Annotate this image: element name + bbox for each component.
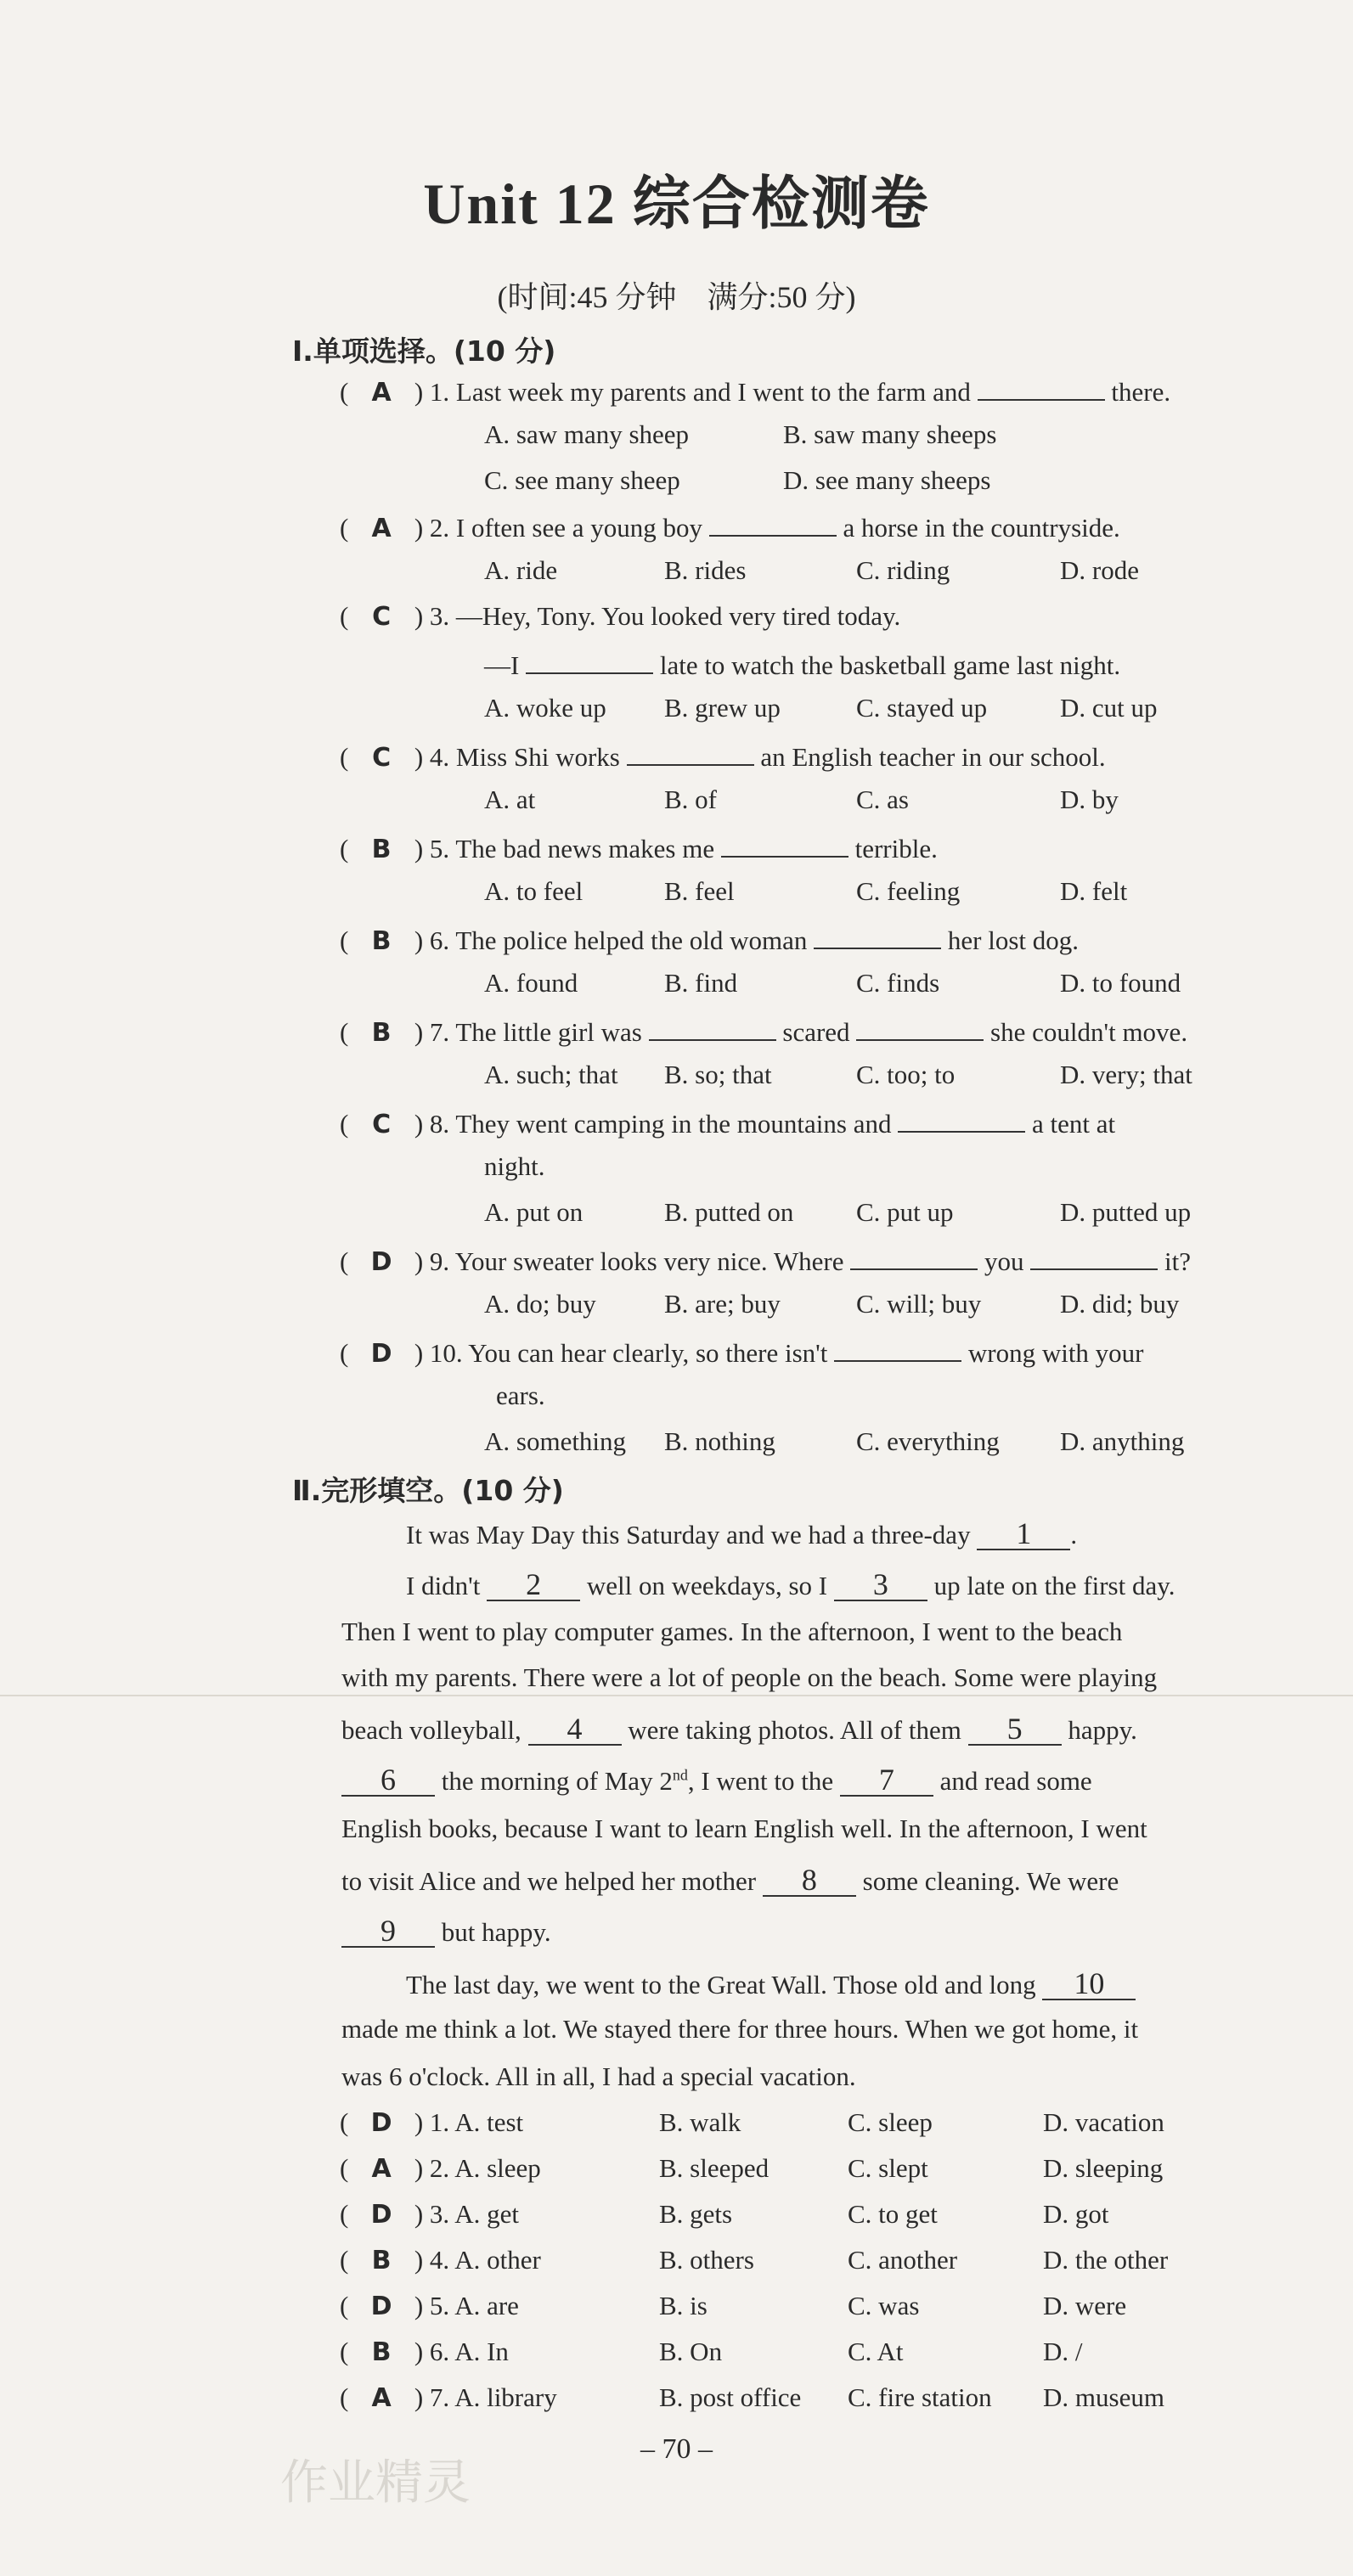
option: A. something [484,1426,627,1456]
option: C. fire station [848,2382,992,2412]
cloze-blank: 7 [840,1764,933,1797]
question-8-cont: night. [484,1151,545,1181]
answer-blank [834,1335,961,1362]
question-9: ( D ) 9. Your sweater looks very nice. Where you it? [340,1243,1191,1277]
cloze-answer-2: ( A ) 2. A. sleep [340,2153,541,2184]
option: A. found [484,968,578,998]
cloze-answer-5: ( D ) 5. A. are [340,2291,519,2321]
question-8: ( C ) 8. They went camping in the mountains and a tent at [340,1105,1115,1139]
option: A. woke up [484,693,606,723]
passage-line: beach volleyball, 4 were taking photos. All of them 5 happy. [341,1712,1137,1746]
option: D. did; buy [1060,1289,1180,1319]
exam-info: (时间:45 分钟 满分:50 分) [497,280,856,314]
option: D. got [1043,2199,1109,2229]
answer-blank [709,509,837,537]
passage-line: 9 but happy. [341,1915,1301,1948]
option: C. stayed up [856,693,988,723]
option: D. museum [1043,2382,1164,2412]
page-number: – 70 – [640,2433,713,2465]
option: B. gets [659,2199,733,2229]
passage-line: made me think a lot. We stayed there for three hours. When we got home, it [341,2014,1139,2044]
answer-mark: C [372,602,392,632]
option: A. to feel [484,876,583,906]
option: C. At [848,2337,904,2366]
cloze-answer-4: ( B ) 4. A. other [340,2245,541,2275]
option: C. feeling [856,876,961,906]
option: A. put on [484,1197,583,1227]
option: D. cut up [1060,693,1158,723]
answer-mark: B [371,835,392,864]
answer-blank [649,1014,776,1041]
option: A. ride [484,555,558,585]
section-heading-choice: Ⅰ.单项选择。(10 分) [292,335,556,368]
cloze-answer-6: ( B ) 6. A. In [340,2337,509,2367]
cloze-blank: 10 [1042,1968,1136,2000]
page-title: Unit 12 综合检测卷 [423,172,930,236]
option: B. others [659,2245,754,2275]
cloze-answer-3: ( D ) 3. A. get [340,2199,519,2230]
passage-line: The last day, we went to the Great Wall. Those old and long 10 [406,1968,1353,2000]
question-4: ( C ) 4. Miss Shi works an English teacher in our school. [340,739,1106,773]
option: D. by [1060,785,1119,814]
watermark: 作业精灵 [280,2455,471,2511]
option: B. feel [664,876,735,906]
option: D. vacation [1043,2107,1164,2137]
answer-mark: D [370,1339,392,1369]
option: C. see many sheep [484,465,680,495]
option: B. walk [659,2107,741,2137]
passage-line: with my parents. There were a lot of people on the beach. Some were playing [341,1662,1158,1692]
option: B. saw many sheeps [783,419,997,449]
option: A. such; that [484,1060,618,1089]
question-10-cont: ears. [496,1381,545,1410]
question-10: ( D ) 10. You can hear clearly, so there isn't wrong with your [340,1335,1144,1369]
cloze-blank: 3 [834,1569,927,1601]
cloze-answer-7: ( A ) 7. A. library [340,2382,557,2413]
option: B. On [659,2337,723,2366]
option: D. the other [1043,2245,1169,2275]
cloze-blank: 6 [341,1764,435,1797]
passage-line: 6 the morning of May 2nd, I went to the 7 and read some [341,1764,1301,1797]
question-6: ( B ) 6. The police helped the old woman her lost dog. [340,922,1079,956]
option: D. very; that [1060,1060,1192,1089]
option: B. are; buy [664,1289,781,1319]
option: B. is [659,2291,708,2320]
option: C. everything [856,1426,1000,1456]
option: C. slept [848,2153,928,2183]
option: D. to found [1060,968,1181,998]
cloze-answer-1: ( D ) 1. A. test [340,2107,524,2138]
cloze-blank: 4 [528,1713,622,1746]
passage-line: Then I went to play computer games. In the afternoon, I went to the beach [341,1617,1123,1646]
option: D. anything [1060,1426,1185,1456]
answer-blank [721,830,848,858]
answer-mark: A [371,514,392,543]
option: C. will; buy [856,1289,982,1319]
option: A. at [484,785,536,814]
answer-mark: D [370,1247,392,1277]
cloze-blank: 8 [763,1865,856,1897]
section-heading-cloze: Ⅱ.完形填空。(10 分) [292,1474,564,1507]
cloze-blank: 5 [968,1713,1062,1746]
answer-blank [898,1105,1025,1133]
answer-mark: A [371,378,392,408]
question-2: ( A ) 2. I often see a young boy a horse in the countryside. [340,509,1120,543]
cloze-blank: 9 [341,1915,435,1948]
answer-blank [856,1014,984,1041]
option: C. too; to [856,1060,956,1089]
option: B. so; that [664,1060,772,1089]
answer-mark: C [372,743,392,773]
passage-line: was 6 o'clock. All in all, I had a special vacation. [341,2061,856,2091]
option: B. grew up [664,693,781,723]
answer-mark: B [371,1018,392,1048]
answer-blank [850,1243,978,1270]
passage-line: It was May Day this Saturday and we had a three-day 1 . [406,1516,1078,1550]
answer-blank [627,739,754,766]
passage-line: to visit Alice and we helped her mother 8 some cleaning. We were [341,1863,1119,1897]
option: D. felt [1060,876,1128,906]
cloze-blank: 2 [487,1569,580,1601]
option: A. do; buy [484,1289,596,1319]
passage-line: English books, because I want to learn English well. In the afternoon, I went [341,1814,1147,1843]
option: C. another [848,2245,958,2275]
option: B. rides [664,555,747,585]
option: D. see many sheeps [783,465,991,495]
option: C. finds [856,968,940,998]
option: C. riding [856,555,950,585]
cloze-blank: 1 [977,1518,1070,1550]
answer-mark: B [371,926,392,956]
option: A. saw many sheep [484,419,690,449]
answer-mark: C [372,1110,392,1139]
option: C. as [856,785,909,814]
question-3: ( C ) 3. —Hey, Tony. You looked very tired today. [340,601,901,632]
question-5: ( B ) 5. The bad news makes me terrible. [340,830,938,864]
answer-blank [1030,1243,1158,1270]
option: B. post office [659,2382,802,2412]
option: B. sleeped [659,2153,770,2183]
option: C. to get [848,2199,938,2229]
answer-blank [814,922,941,949]
option: B. putted on [664,1197,794,1227]
option: D. sleeping [1043,2153,1164,2183]
answer-blank [526,647,653,674]
question-1: ( A ) 1. Last week my parents and I went to the farm and there. [340,374,1170,408]
option: C. was [848,2291,920,2320]
option: B. find [664,968,738,998]
page-fold-line [0,1695,1353,1696]
option: D. rode [1060,555,1139,585]
question-7: ( B ) 7. The little girl was scared she couldn't move. [340,1014,1187,1048]
option: D. putted up [1060,1197,1192,1227]
answer-blank [978,374,1105,401]
option: C. sleep [848,2107,933,2137]
option: D. were [1043,2291,1127,2320]
option: B. of [664,785,717,814]
option: B. nothing [664,1426,775,1456]
option: D. / [1043,2337,1083,2366]
question-3-reply: —I late to watch the basketball game last night. [484,647,1120,681]
option: C. put up [856,1197,954,1227]
passage-line: I didn't 2 well on weekdays, so I 3 up late on the first day. [406,1567,1175,1601]
